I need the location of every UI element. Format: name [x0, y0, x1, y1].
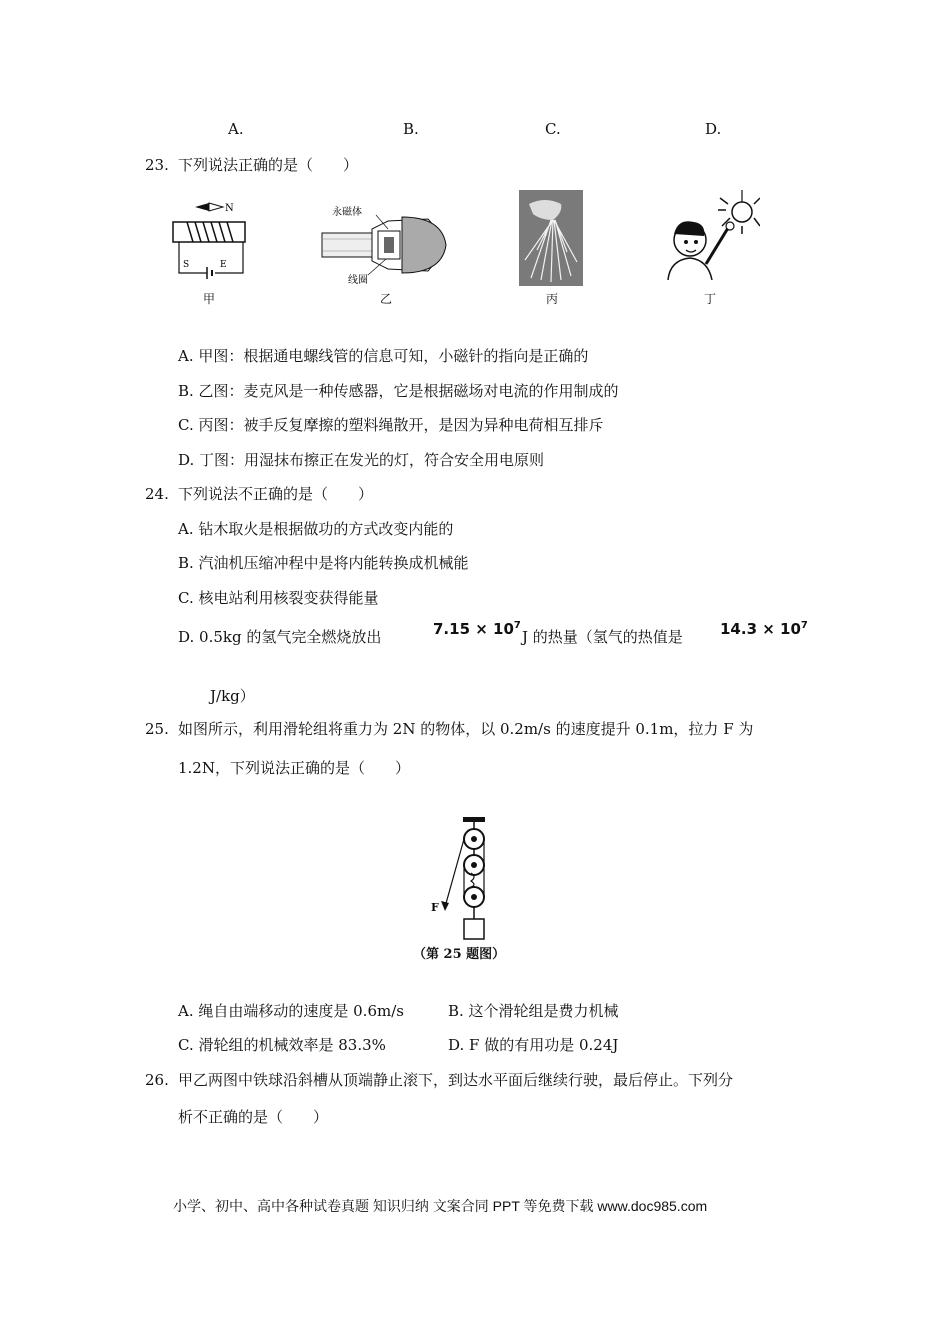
figure-yi-caption: 乙 [380, 292, 393, 306]
page-footer: 小学、初中、高中各种试卷真题 知识归纳 文案合同 PPT 等免费下载 www.doc985.com [173, 1198, 708, 1214]
q24-option-d-part2: J 的热量（氢气的热值是 [522, 628, 683, 646]
q23-option-c: C. 丙图：被手反复摩擦的塑料绳散开，是因为异种电荷相互排斥 [178, 416, 604, 434]
q24-number: 24. [145, 485, 169, 503]
q25-number: 25. [145, 720, 169, 738]
q22-option-a: A. [228, 120, 244, 138]
figure-bing-photo [519, 190, 583, 286]
figure-jia-caption: 甲 [203, 292, 216, 306]
figure-ding-illustration [660, 188, 760, 280]
q26-number: 26. [145, 1071, 169, 1089]
jia-s-label: S [183, 260, 190, 270]
q26-stem-line2: 析不正确的是（ ） [178, 1108, 329, 1126]
figure-25-pulley [425, 815, 515, 943]
q23-option-d: D. 丁图：用湿抹布擦正在发光的灯，符合安全用电原则 [178, 451, 545, 469]
q22-option-d: D. [705, 120, 722, 138]
q24-formula-heat-value: $14.3 \times 10^7$ [720, 620, 808, 638]
q25-option-b: B. 这个滑轮组是费力机械 [448, 1002, 619, 1020]
q25-option-c: C. 滑轮组的机械效率是 83.3% [178, 1036, 386, 1054]
yi-magnet-label: 永磁体 [332, 207, 362, 218]
jia-e-label: E [220, 260, 227, 270]
q24-stem: 下列说法不正确的是（ ） [178, 485, 374, 503]
q23-option-b: B. 乙图：麦克风是一种传感器，它是根据磁场对电流的作用制成的 [178, 382, 619, 400]
q24-option-d-part1: D. 0.5kg 的氢气完全燃烧放出 [178, 628, 382, 646]
figure-ding-caption: 丁 [704, 292, 717, 306]
yi-coil-label: 线圈 [348, 275, 368, 286]
q22-option-b: B. [403, 120, 419, 138]
q24-formula-heat: $7.15 \times 10^7$ [433, 620, 521, 638]
q25-option-a: A. 绳自由端移动的速度是 0.6m/s [178, 1002, 404, 1020]
q24-option-c: C. 核电站利用核裂变获得能量 [178, 589, 379, 607]
q23-option-a: A. 甲图：根据通电螺线管的信息可知，小磁针的指向是正确的 [178, 347, 589, 365]
q25-stem-line1: 如图所示，利用滑轮组将重力为 2N 的物体，以 0.2m/s 的速度提升 0.1m，拉力 F 为 [178, 720, 754, 738]
q24-option-b: B. 汽油机压缩冲程中是将内能转换成机械能 [178, 554, 469, 572]
q25-option-d: D. F 做的有用功是 0.24J [448, 1036, 619, 1054]
q26-stem-line1: 甲乙两图中铁球沿斜槽从顶端静止滚下，到达水平面后继续行驶，最后停止。下列分 [178, 1071, 734, 1089]
q22-option-c: C. [545, 120, 561, 138]
figure-bing-caption: 丙 [546, 292, 559, 306]
figure-25-force-label: F [431, 901, 439, 914]
q23-stem: 下列说法正确的是（ ） [178, 156, 359, 174]
q25-stem-line2: 1.2N，下列说法正确的是（ ） [178, 759, 410, 777]
jia-n-label: N [225, 203, 234, 214]
figure-25-caption: （第 25 题图） [413, 947, 506, 962]
figure-yi-microphone [318, 195, 453, 287]
q24-option-a: A. 钻木取火是根据做功的方式改变内能的 [178, 520, 454, 538]
q23-number: 23. [145, 156, 169, 174]
figure-jia-solenoid [165, 195, 255, 287]
q24-option-d-part3: J/kg） [210, 687, 255, 705]
